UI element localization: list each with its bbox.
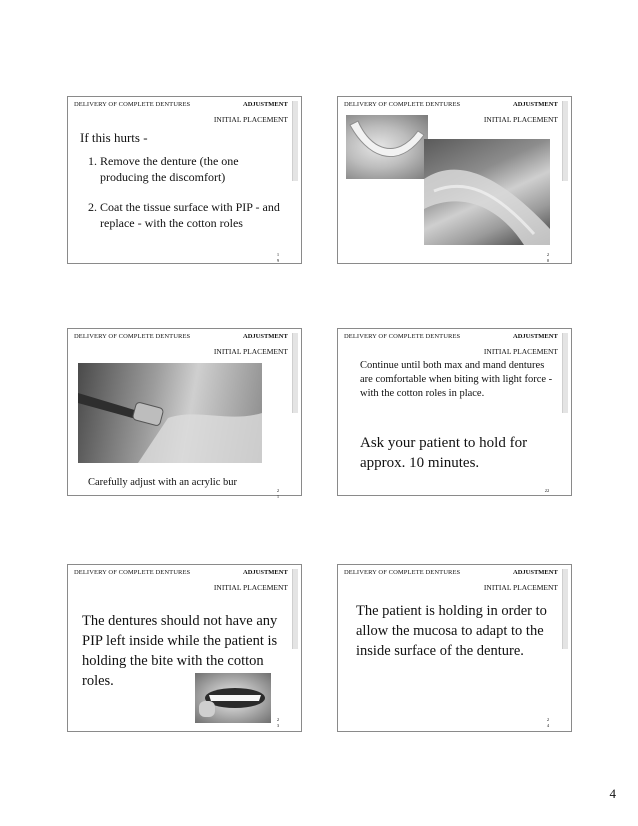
slide-side-bar	[292, 333, 298, 413]
slide-number-digit: 4	[546, 723, 550, 728]
slide-number	[274, 252, 282, 264]
slide-3	[67, 328, 302, 499]
slide-header-course: DELIVERY OF COMPLETE DENTURES	[344, 333, 461, 340]
list-number: 2.	[88, 200, 97, 214]
slide-2	[337, 96, 572, 264]
slide-subheader: INITIAL PLACEMENT	[213, 115, 288, 124]
denture-shape	[346, 115, 428, 179]
slide-number	[274, 717, 282, 729]
list-number: 1.	[88, 154, 97, 168]
slide-number-digit: 1	[276, 494, 280, 499]
teeth-with-cotton-rolls	[195, 673, 271, 723]
acrylic-bur-photo	[78, 363, 262, 463]
slide-subheader: INITIAL PLACEMENT	[213, 347, 288, 356]
slide-subheader: INITIAL PLACEMENT	[483, 583, 558, 592]
slide-number-digit: 9	[276, 258, 280, 263]
slide-subheader: INITIAL PLACEMENT	[483, 347, 558, 356]
slide-header-topic: ADJUSTMENT	[243, 101, 288, 108]
slide-number-digit: 1	[276, 252, 280, 257]
bur-adjusting-denture	[78, 363, 262, 463]
denture-tissue-surface	[424, 139, 550, 245]
list-text: Remove the denture (the one producing the discomfort)	[100, 154, 239, 184]
slide-6	[337, 564, 572, 732]
slide-header-topic: ADJUSTMENT	[243, 569, 288, 576]
slide-header-topic: ADJUSTMENT	[513, 333, 558, 340]
slide-paragraph: Continue until both max and mand dentures are comfortable when biting with light force - with the cotton roles in place.	[360, 360, 553, 399]
slide-header-topic: ADJUSTMENT	[513, 101, 558, 108]
slide-header-course: DELIVERY OF COMPLETE DENTURES	[74, 569, 191, 576]
slide-side-bar	[562, 333, 568, 413]
slide-number-digit: 2	[276, 488, 280, 493]
slide-1	[67, 96, 302, 264]
slide-number	[544, 252, 552, 264]
list-text: Coat the tissue surface with PIP - and replace - with the cotton roles	[100, 200, 280, 230]
slide-header-course: DELIVERY OF COMPLETE DENTURES	[344, 101, 461, 108]
slide-header-course: DELIVERY OF COMPLETE DENTURES	[74, 101, 191, 108]
slide-4	[337, 328, 572, 496]
slide-side-bar	[562, 101, 568, 181]
slide-number	[274, 488, 282, 500]
slide-side-bar	[292, 101, 298, 181]
slide-header-topic: ADJUSTMENT	[243, 333, 288, 340]
slide-5	[67, 564, 302, 732]
list-item	[88, 199, 283, 231]
slide-number-digit: 2	[546, 252, 550, 257]
slide-header-course: DELIVERY OF COMPLETE DENTURES	[344, 569, 461, 576]
denture-closeup-photo	[424, 139, 550, 245]
slide-subheader: INITIAL PLACEMENT	[483, 115, 558, 124]
slide-number: 22	[544, 488, 550, 493]
patient-bite-photo	[195, 673, 271, 723]
slide-number-digit: 3	[276, 723, 280, 728]
denture-photo-small	[346, 115, 428, 179]
slide-title: If this hurts -	[80, 130, 148, 145]
slide-number	[544, 717, 552, 729]
slide-header-topic: ADJUSTMENT	[513, 569, 558, 576]
slide-header-course: DELIVERY OF COMPLETE DENTURES	[74, 333, 191, 340]
slide-caption: Carefully adjust with an acrylic bur	[88, 477, 237, 488]
slide-side-bar	[562, 569, 568, 649]
slide-number-digit: 0	[546, 258, 550, 263]
slide-emphasis: The dentures should not have any PIP left inside while the patient is holding the bite with the cotton roles.	[82, 613, 278, 689]
slide-side-bar	[292, 569, 298, 649]
slide-emphasis: The patient is holding in order to allow the mucosa to adapt to the inside surface of the denture.	[356, 603, 547, 659]
list-item	[88, 153, 278, 185]
slide-number-digit: 2	[276, 717, 280, 722]
slide-number-digit: 2	[546, 717, 550, 722]
slide-subheader: INITIAL PLACEMENT	[213, 583, 288, 592]
page-number: 4	[609, 786, 616, 801]
slide-emphasis: Ask your patient to hold for approx. 10 minutes.	[360, 435, 528, 471]
